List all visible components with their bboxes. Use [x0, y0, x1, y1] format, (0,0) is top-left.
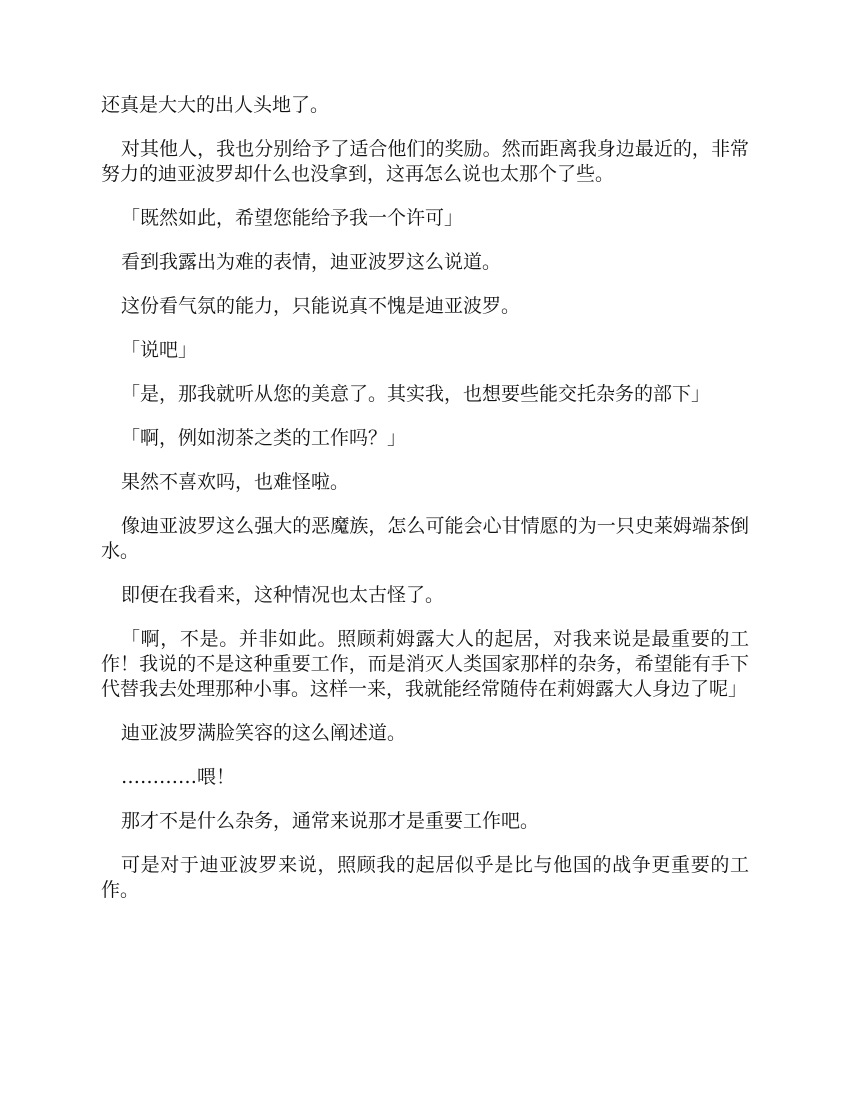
paragraph: 「啊，例如沏茶之类的工作吗？」: [121, 427, 407, 449]
paragraph: …………喂！: [121, 766, 236, 788]
paragraph: 这份看气氛的能力，只能说真不愧是迪亚波罗。: [121, 295, 521, 317]
document-page: [101, 93, 749, 922]
paragraph: 看到我露出为难的表情，迪亚波罗这么说道。: [121, 251, 502, 273]
paragraph: 果然不喜欢吗，也难怪啦。: [121, 471, 350, 493]
paragraph: 「说吧」: [121, 339, 198, 361]
paragraph: 那才不是什么杂务，通常来说那才是重要工作吧。: [121, 810, 540, 832]
paragraph: 可是对于迪亚波罗来说，照顾我的起居似乎是比与他国的战争更重要的工作。: [101, 854, 749, 901]
paragraph: 「是，那我就听从您的美意了。其实我，也想要些能交托杂务的部下」: [121, 383, 711, 405]
paragraph: 迪亚波罗满脸笑容的这么阐述道。: [121, 722, 407, 744]
paragraph: 「啊，不是。并非如此。照顾莉姆露大人的起居，对我来说是最重要的工作！我说的不是这种重要工作，而是消灭人类国家那样的杂务，希望能有手下代替我去处理那种小事。这样一来，我就能经常随侍在莉姆露大人身边了呢」: [101, 628, 749, 700]
paragraph: 即便在我看来，这种情况也太古怪了。: [121, 584, 445, 606]
paragraph: 还真是大大的出人头地了。: [101, 94, 330, 116]
paragraph: 「既然如此，希望您能给予我一个许可」: [121, 207, 464, 229]
paragraph: 对其他人，我也分别给予了适合他们的奖励。然而距离我身边最近的，非常努力的迪亚波罗却什么也没拿到，这再怎么说也太那个了些。: [101, 138, 749, 185]
paragraph: 像迪亚波罗这么强大的恶魔族，怎么可能会心甘情愿的为一只史莱姆端茶倒水。: [101, 515, 749, 562]
